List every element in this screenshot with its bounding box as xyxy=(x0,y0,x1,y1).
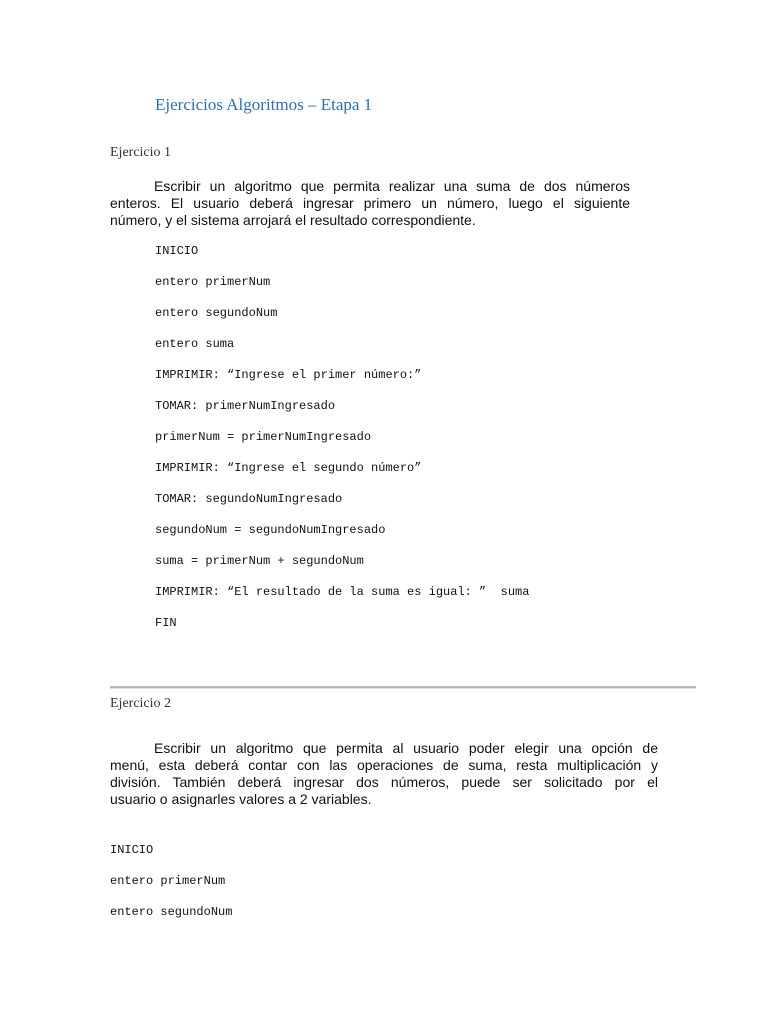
code-line: entero segundoNum xyxy=(155,306,278,320)
code-line: TOMAR: segundoNumIngresado xyxy=(155,492,343,506)
exercise-1-description xyxy=(110,178,630,229)
paragraph-line: enteros. El usuario deberá ingresar primero un número, luego el siguiente xyxy=(110,195,630,211)
paragraph-line: número, y el sistema arrojará el resultado correspondiente. xyxy=(110,212,476,228)
exercise-2-description xyxy=(110,740,658,808)
exercise-2-pseudocode xyxy=(110,843,410,923)
paragraph-line: Escribir un algoritmo que permita al usuario poder elegir una opción de xyxy=(154,740,658,756)
code-line: FIN xyxy=(155,616,177,630)
paragraph-line: usuario o asignarles valores a 2 variables. xyxy=(110,791,372,807)
exercise-2-heading: Ejercicio 2 xyxy=(110,696,172,711)
code-line: IMPRIMIR: “Ingrese el primer número:” xyxy=(155,368,422,382)
code-line: suma = primerNum + segundoNum xyxy=(155,554,364,568)
section-divider xyxy=(110,686,696,689)
code-line: INICIO xyxy=(110,843,154,857)
code-line: IMPRIMIR: “El resultado de la suma es igual: ” suma xyxy=(155,585,530,599)
exercise-1-pseudocode xyxy=(155,244,575,634)
code-line: entero primerNum xyxy=(110,874,226,888)
document-title: Ejercicios Algoritmos – Etapa 1 xyxy=(155,95,373,114)
paragraph-line: menú, esta deberá contar con las operaciones de suma, resta multiplicación y xyxy=(110,757,658,773)
code-line: entero primerNum xyxy=(155,275,271,289)
code-line: INICIO xyxy=(155,244,199,258)
code-line: entero segundoNum xyxy=(110,905,233,919)
code-line: IMPRIMIR: “Ingrese el segundo número” xyxy=(155,461,422,475)
code-line: entero suma xyxy=(155,337,235,351)
code-line: TOMAR: primerNumIngresado xyxy=(155,399,336,413)
paragraph-line: división. También deberá ingresar dos números, puede ser solicitado por el xyxy=(110,774,658,790)
paragraph-line: Escribir un algoritmo que permita realizar una suma de dos números xyxy=(154,178,630,194)
exercise-1-heading: Ejercicio 1 xyxy=(110,145,172,160)
code-line: segundoNum = segundoNumIngresado xyxy=(155,523,386,537)
code-line: primerNum = primerNumIngresado xyxy=(155,430,372,444)
